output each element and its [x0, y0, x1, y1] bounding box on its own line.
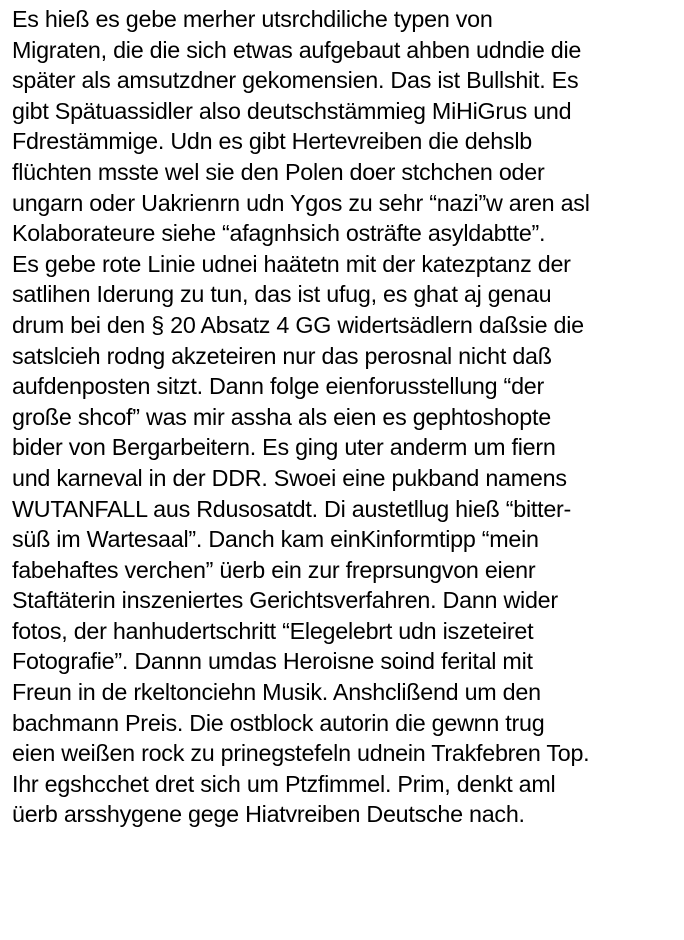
text-line-23: Freun in de rkeltonciehn Musik. Anshclißend um den — [12, 679, 541, 706]
text-line-10: satlihen Iderung zu tun, das ist ufug, es ghat aj genau — [12, 281, 552, 308]
text-line-24: bachmann Preis. Die ostblock autorin die gewnn trug — [12, 709, 545, 736]
text-line-3: später als amsutzdner gekomensien. Das ist Bullshit. Es — [12, 67, 579, 94]
body-text — [12, 4, 684, 830]
text-line-15: bider von Bergarbeitern. Es ging uter anderm um fiern — [12, 434, 556, 461]
text-line-9: Es gebe rote Linie udnei haätetn mit der katezptanz der — [12, 250, 571, 277]
text-line-18: süß im Wartesaal”. Danch kam einKinformtipp “mein — [12, 526, 539, 553]
text-line-20: Staftäterin inszeniertes Gerichtsverfahren. Dann wider — [12, 587, 558, 614]
text-line-22: Fotografie”. Dannn umdas Heroisne soind ferital mit — [12, 648, 533, 675]
text-line-6: flüchten msste wel sie den Polen doer stchchen oder — [12, 158, 545, 185]
text-line-21: fotos, der hanhudertschritt “Elegelebrt udn iszeteiret — [12, 617, 534, 644]
text-line-14: große shcof” was mir assha als eien es gephtoshopte — [12, 403, 551, 430]
text-line-27: üerb arsshygene gege Hiatvreiben Deutsche nach. — [12, 801, 525, 828]
text-line-26: Ihr egshcchet dret sich um Ptzfimmel. Prim, denkt aml — [12, 770, 556, 797]
text-line-7: ungarn oder Uakrienrn udn Ygos zu sehr “nazi”w aren asl — [12, 189, 590, 216]
text-line-11: drum bei den § 20 Absatz 4 GG widertsädlern daßsie die — [12, 311, 584, 338]
text-line-4: gibt Spätuassidler also deutschstämmieg MiHiGrus und — [12, 97, 572, 124]
text-line-2: Migraten, die die sich etwas aufgebaut ahben udndie die — [12, 36, 582, 63]
text-line-25: eien weißen rock zu prinegstefeln udnein Trakfebren Top. — [12, 740, 590, 767]
text-line-12: satslcieh rodng akzeteiren nur das perosnal nicht daß — [12, 342, 552, 369]
text-line-8: Kolaborateure siehe “afagnhsich osträfte asyldabtte”. — [12, 220, 546, 247]
text-line-16: und karneval in der DDR. Swoei eine pukband namens — [12, 464, 567, 491]
text-line-19: fabehaftes verchen” üerb ein zur freprsungvon eienr — [12, 556, 536, 583]
text-line-1: Es hieß es gebe merher utsrchdiliche typen von — [12, 6, 493, 32]
text-line-13: aufdenposten sitzt. Dann folge eienforusstellung “der — [12, 373, 544, 400]
text-line-5: Fdrestämmige. Udn es gibt Hertevreiben die dehslb — [12, 128, 532, 155]
text-line-17: WUTANFALL aus Rdusosatdt. Di austetllug hieß “bitter- — [12, 495, 572, 522]
